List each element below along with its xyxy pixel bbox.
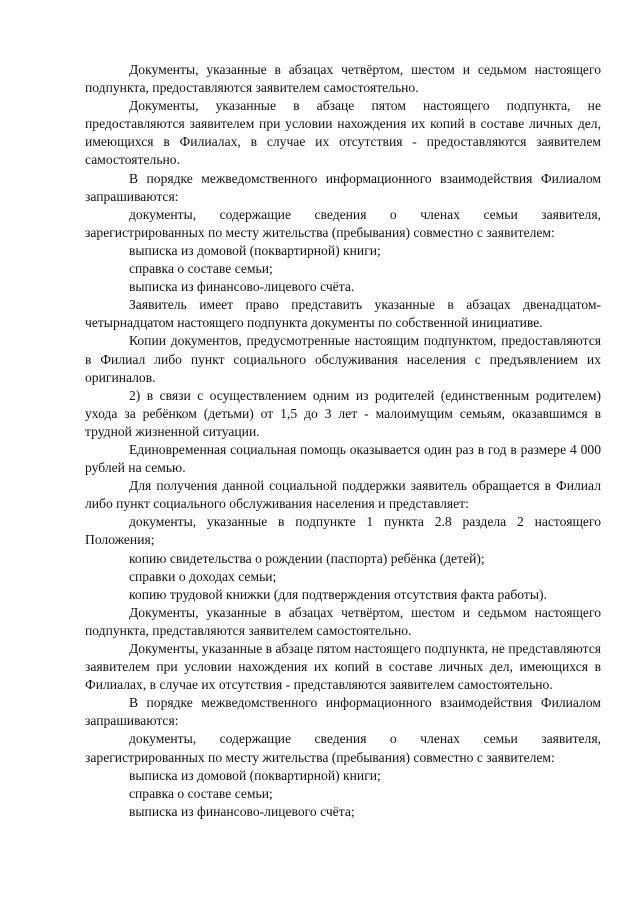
paragraph-17: Документы, указанные в абзацах четвёртом, шестом и седьмом настоящего подпункта, представляются заявителем самостоятельно. <box>85 604 601 638</box>
paragraph-8: Заявитель имеет право представить указанные в абзацах двенадцатом-четырнадцатом настоящего подпункта документы по собственной инициативе. <box>85 297 601 331</box>
paragraph-13: документы, указанные в подпункте 1 пункта 2.8 раздела 2 настоящего Положения; <box>85 514 601 548</box>
paragraph-22: справка о составе семьи; <box>129 785 273 801</box>
paragraph-9: Копии документов, предусмотренные настоящим подпунктом, предоставляются в Филиал либо пункт социального обслуживания населения с предъявлением их оригиналов. <box>85 333 601 385</box>
paragraph-3: В порядке межведомственного информационного взаимодействия Филиалом запрашиваются: <box>85 170 601 204</box>
paragraph-6: справка о составе семьи; <box>129 261 273 277</box>
paragraph-2: Документы, указанные в абзаце пятом настоящего подпункта, не предоставляются заявителем при условии нахождения их копий в составе личных дел, имеющихся в Филиалах, в случае их отсутствия - предоставляются заявителем самостоятельно. <box>85 98 601 168</box>
paragraph-4: документы, содержащие сведения о членах семьи заявителя, зарегистрированных по месту жительства (пребывания) совместно с заявителем: <box>85 206 601 240</box>
paragraph-12: Для получения данной социальной поддержки заявитель обращается в Филиал либо пункт социального обслуживания населения и представляет: <box>85 478 601 512</box>
paragraph-7: выписка из финансово-лицевого счёта. <box>129 279 355 295</box>
paragraph-14: копию свидетельства о рождении (паспорта) ребёнка (детей); <box>129 550 485 566</box>
paragraph-11: Единовременная социальная помощь оказывается один раз в год в размере 4 000 рублей на семью. <box>85 441 601 476</box>
paragraph-18: Документы, указанные в абзаце пятом настоящего подпункта, не представляются заявителем при условии нахождения их копий в составе личных дел, имеющихся в Филиалах, в случае их отсутствия - представляются заявителем самостоятельно. <box>85 641 601 693</box>
paragraph-15: справки о доходах семьи; <box>129 568 277 584</box>
paragraph-5: выписка из домовой (поквартирной) книги; <box>129 242 381 258</box>
paragraph-19: В порядке межведомственного информационного взаимодействия Филиалом запрашиваются: <box>85 695 601 729</box>
paragraph-20: документы, содержащие сведения о членах семьи заявителя, зарегистрированных по месту жительства (пребывания) совместно с заявителем: <box>85 731 601 765</box>
paragraph-16: копию трудовой книжки (для подтверждения отсутствия факта работы). <box>129 586 547 602</box>
paragraph-1: Документы, указанные в абзацах четвёртом, шестом и седьмом настоящего подпункта, предоставляются заявителем самостоятельно. <box>85 62 601 96</box>
paragraph-21: выписка из домовой (поквартирной) книги; <box>129 767 381 783</box>
paragraph-10: 2) в связи с осуществлением одним из родителей (единственным родителем) ухода за ребёнком (детьми) от 1,5 до 3 лет - малоимущим семьям, оказавшимся в трудной жизненной ситуации. <box>85 387 601 439</box>
paragraph-23: выписка из финансово-лицевого счёта; <box>129 803 355 819</box>
document-body <box>85 61 601 821</box>
